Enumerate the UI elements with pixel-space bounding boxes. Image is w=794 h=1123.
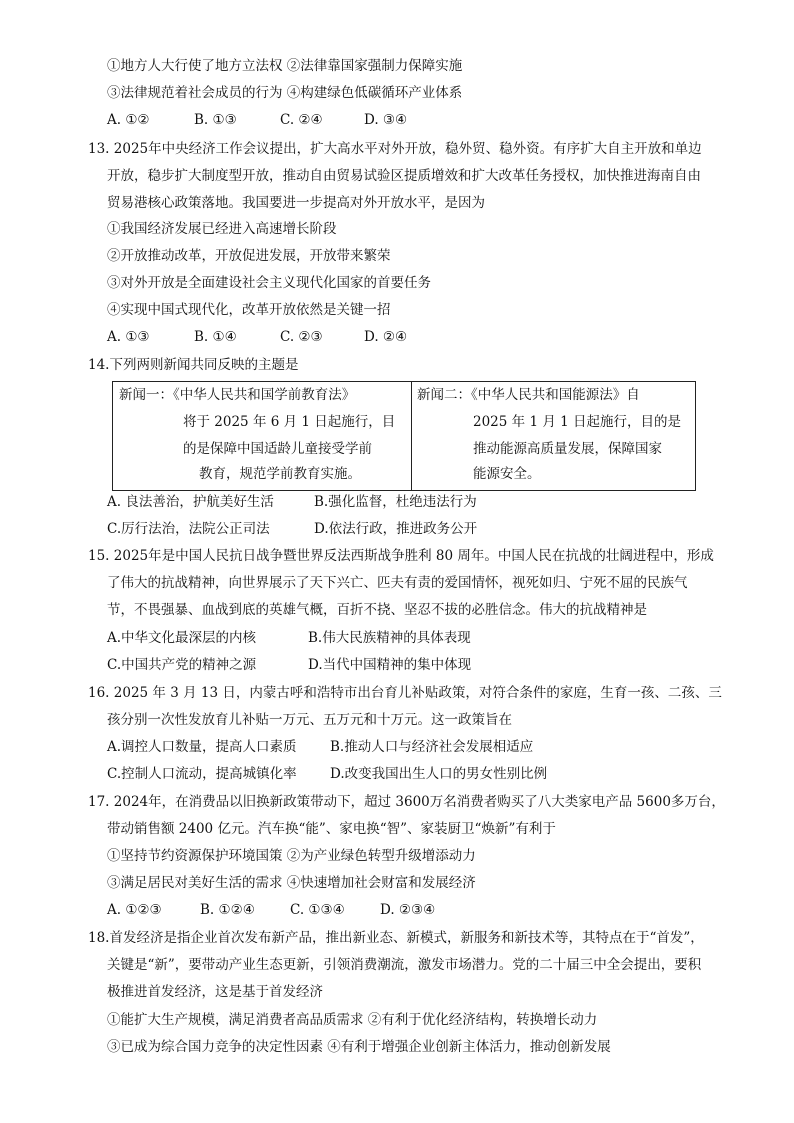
news1-line-2: 的是保障中国适龄儿童接受学前 (183, 441, 372, 457)
q15-stem-line-2: 了伟大的抗战精神，向世界展示了天下兴亡、匹夫有责的爱国情怀，视死如归、宁死不屈的民族气 (107, 575, 688, 591)
q12-item-line-2: ③法律规范着社会成员的行为 ④构建绿色低碳循环产业体系 (107, 85, 463, 101)
q15-stem-line-1: 15. 2025年是中国人民抗日战争暨世界反法西斯战争胜利 80 周年。中国人民在抗战的壮阔进程中，形成 (88, 548, 714, 564)
q13-stem-line-3: 贸易港核心政策落地。我国要进一步提高对外开放水平，是因为 (107, 195, 485, 211)
q12-option-d[interactable]: D. ③④ (364, 112, 408, 128)
q18-stem-line-2: 关键是“新”，要带动产业生态更新，引领消费潮流，激发市场潜力。党的二十届三中全会提出，要积 (107, 957, 702, 973)
q12-option-a[interactable]: A. ①② (107, 112, 150, 128)
news2-line-2: 推动能源高质量发展，保障国家 (473, 441, 662, 457)
q13-item-2: ②开放推动改革，开放促进发展，开放带来繁荣 (107, 248, 391, 264)
q17-option-a[interactable]: A. ①②③ (107, 902, 162, 918)
q15-option-b[interactable]: B.伟大民族精神的具体表现 (308, 630, 471, 646)
q17-stem-line-2: 带动销售额 2400 亿元。汽车换“能”、家电换“智”、家装厨卫“焕新”有利于 (107, 821, 556, 837)
q13-item-4: ④实现中国式现代化，改革开放依然是关键一招 (107, 302, 391, 318)
q13-option-d[interactable]: D. ②④ (364, 329, 408, 345)
q14-option-a[interactable]: A. 良法善治，护航美好生活 (107, 494, 274, 510)
news2-line-3: 能源安全。 (473, 466, 541, 482)
news2-line-1: 2025 年 1 月 1 日起施行，目的是 (473, 414, 681, 430)
news-table-divider (411, 382, 412, 490)
q12-option-b[interactable]: B. ①③ (194, 112, 237, 128)
q12-item-line-1: ①地方人大行使了地方立法权 ②法律靠国家强制力保障实施 (107, 58, 463, 74)
q18-item-line-1: ①能扩大生产规模，满足消费者高品质需求 ②有利于优化经济结构，转换增长动力 (107, 1012, 598, 1028)
q16-option-a[interactable]: A.调控人口数量，提高人口素质 (107, 739, 297, 755)
q14-option-c[interactable]: C.厉行法治，法院公正司法 (107, 521, 270, 537)
news-comparison-table (112, 381, 696, 491)
q13-item-1: ①我国经济发展已经进入高速增长阶段 (107, 221, 337, 237)
q17-option-b[interactable]: B. ①②④ (200, 902, 255, 918)
q14-stem: 14.下列两则新闻共同反映的主题是 (88, 357, 299, 373)
q18-stem-line-3: 极推进首发经济，这是基于首发经济 (107, 984, 323, 1000)
q16-stem-line-2: 孩分别一次性发放育儿补贴一万元、五万元和十万元。这一政策旨在 (107, 712, 512, 728)
q15-option-d[interactable]: D.当代中国精神的集中体现 (308, 657, 472, 673)
q18-stem-line-1: 18.首发经济是指企业首次发布新产品，推出新业态、新模式，新服务和新技术等，其特点在于“首发”， (88, 930, 704, 946)
q17-stem-line-1: 17. 2024年，在消费品以旧换新政策带动下，超过 3600万名消费者购买了八大类家电产品 5600多万台， (88, 794, 725, 810)
q13-item-3: ③对外开放是全面建设社会主义现代化国家的首要任务 (107, 275, 431, 291)
q17-item-line-1: ①坚持节约资源保护环境国策 ②为产业绿色转型升级增添动力 (107, 848, 476, 864)
q17-option-d[interactable]: D. ②③④ (380, 902, 436, 918)
news1-title: 新闻一：《中华人民共和国学前教育法》 (119, 387, 356, 403)
q18-item-line-2: ③已成为综合国力竞争的决定性因素 ④有利于增强企业创新主体活力，推动创新发展 (107, 1039, 611, 1055)
q16-option-c[interactable]: C.控制人口流动，提高城镇化率 (107, 766, 297, 782)
q12-option-c[interactable]: C. ②④ (280, 112, 323, 128)
q13-option-b[interactable]: B. ①④ (194, 329, 237, 345)
q14-option-d[interactable]: D.依法行政，推进政务公开 (314, 521, 478, 537)
q16-option-b[interactable]: B.推动人口与经济社会发展相适应 (330, 739, 534, 755)
q13-option-c[interactable]: C. ②③ (280, 329, 323, 345)
q17-item-line-2: ③满足居民对美好生活的需求 ④快速增加社会财富和发展经济 (107, 875, 476, 891)
q13-stem-line-2: 开放，稳步扩大制度型开放，推动自由贸易试验区提质增效和扩大改革任务授权，加快推进海南自由 (107, 168, 701, 184)
q14-option-b[interactable]: B.强化监督，杜绝违法行为 (314, 494, 477, 510)
news1-line-1: 将于 2025 年 6 月 1 日起施行，目 (183, 414, 396, 430)
q13-stem-line-1: 13. 2025年中央经济工作会议提出，扩大高水平对外开放，稳外贸、稳外资。有序扩大自主开放和单边 (88, 141, 702, 157)
q16-stem-line-1: 16. 2025 年 3 月 13 日，内蒙古呼和浩特市出台育儿补贴政策，对符合条件的家庭，生育一孩、二孩、三 (88, 685, 722, 701)
news2-title: 新闻二：《中华人民共和国能源法》自 (417, 387, 640, 403)
news1-line-3: 教育，规范学前教育实施。 (199, 466, 361, 482)
q16-option-d[interactable]: D.改变我国出生人口的男女性别比例 (330, 766, 548, 782)
q15-option-a[interactable]: A.中华文化最深层的内核 (107, 630, 257, 646)
q15-option-c[interactable]: C.中国共产党的精神之源 (107, 657, 257, 673)
q13-option-a[interactable]: A. ①③ (107, 329, 150, 345)
q17-option-c[interactable]: C. ①③④ (290, 902, 345, 918)
q15-stem-line-3: 节，不畏强暴、血战到底的英雄气概，百折不挠、坚忍不拔的必胜信念。伟大的抗战精神是 (107, 602, 647, 618)
